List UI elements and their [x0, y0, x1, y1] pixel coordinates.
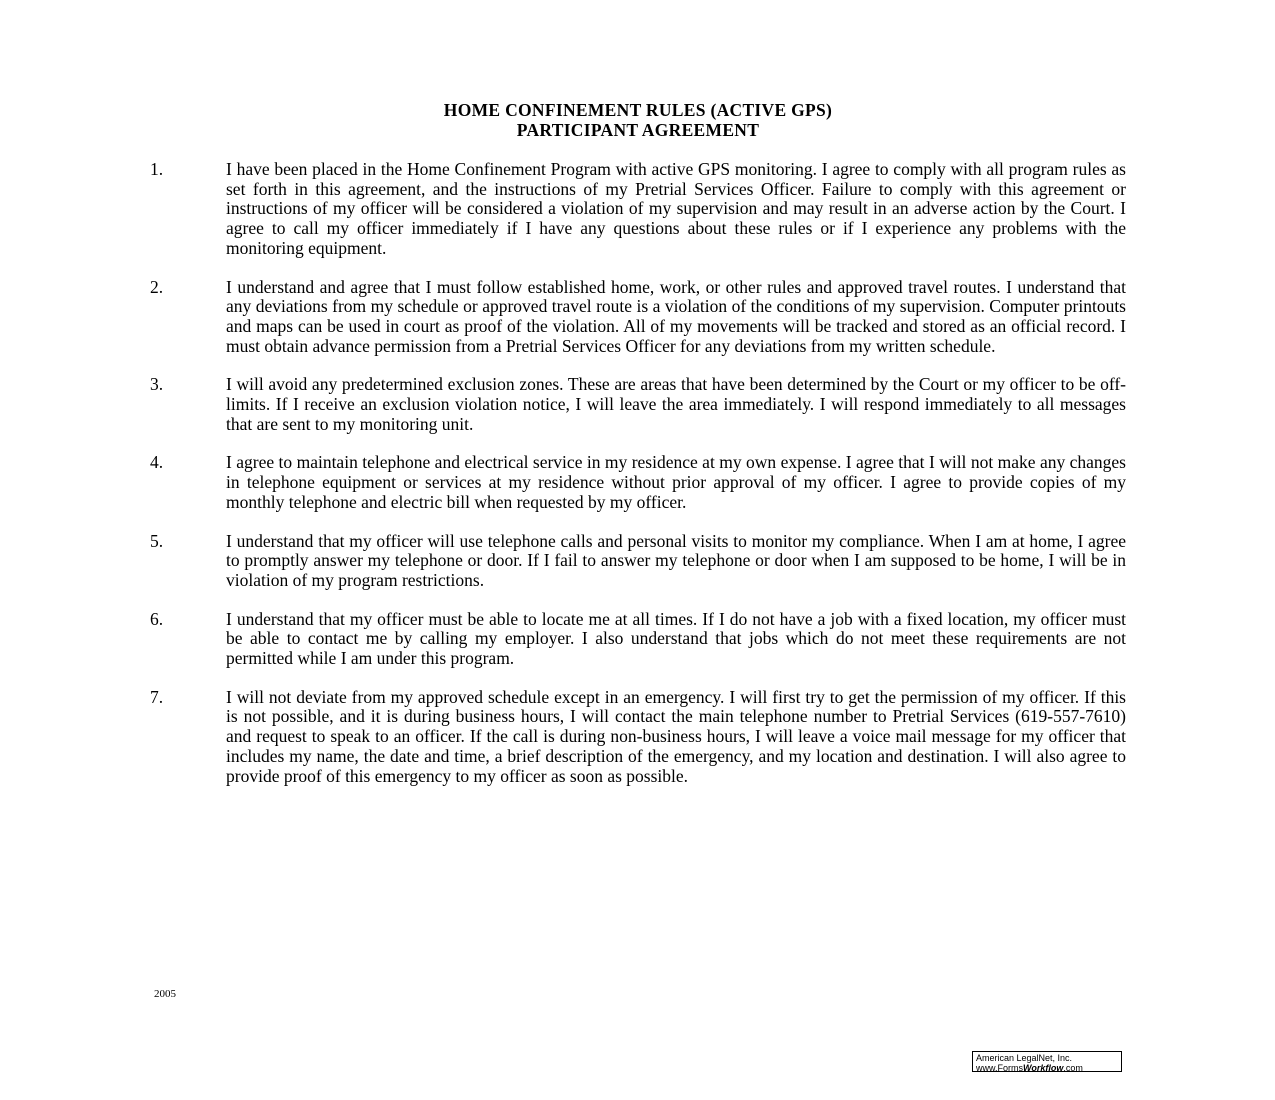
rule-number: 4.	[150, 452, 164, 473]
rule-number: 3.	[150, 374, 164, 395]
rule-number: 5.	[150, 530, 164, 551]
rule-text: I will not deviate from my approved schedule except in an emergency. I will first try to get the permission of my officer. If this is not possible, and it is during business hours, I will contact the main telephone number to Pretrial Services (619-557-7610) and request to speak to an officer. If the call is during non-business hours, I will leave a voice mail message for my officer that includes my name, the date and time, a brief description of the emergency, and my location and destination. I will also agree to provide proof of this emergency to my officer as soon as possible.	[226, 686, 1126, 786]
rule-text: I have been placed in the Home Confinement Program with active GPS monitoring. I agree to comply with all program rules as set forth in this agreement, and the instructions of my Pretrial Services Officer. Failure to comply with this agreement or instructions of my officer will be considered a violation of my supervision and may result in an adverse action by the Court. I agree to call my officer immediately if I have any questions about these rules or if I experience any problems with the monitoring equipment.	[226, 159, 1126, 258]
stamp-company: American LegalNet, Inc.	[976, 1053, 1073, 1063]
rule-item	[150, 278, 1126, 357]
rule-number: 1.	[150, 159, 164, 179]
rule-text: I understand that my officer must be able to locate me at all times. If I do not have a job with a fixed location, my officer must be able to contact me by calling my employer. I also understand that jobs which do not meet these requirements are not permitted while I am under this program.	[226, 608, 1126, 669]
document-title	[150, 100, 1126, 140]
rule-item	[150, 610, 1126, 669]
title-line-1: HOME CONFINEMENT RULES (ACTIVE GPS)	[443, 100, 833, 120]
rule-item	[150, 688, 1126, 787]
stamp-website-suffix: .com	[1063, 1063, 1083, 1073]
rule-text: I understand that my officer will use telephone calls and personal visits to monitor my compliance. When I am at home, I agree to promptly answer my telephone or door. If I fail to answer my telephone or door when I am supposed to be home, I will be in violation of my program restrictions.	[226, 530, 1126, 590]
stamp-website	[976, 1063, 1121, 1073]
title-line-2: PARTICIPANT AGREEMENT	[516, 120, 760, 140]
stamp-website-italic: Workflow	[1023, 1063, 1064, 1073]
rule-item	[150, 160, 1126, 259]
stamp-website-prefix: www.Forms	[976, 1063, 1023, 1073]
rule-number: 6.	[150, 608, 164, 629]
rule-item	[150, 375, 1126, 434]
rule-number: 7.	[150, 686, 164, 707]
rule-text: I will avoid any predetermined exclusion zones. These are areas that have been determined by the Court or my officer to be off-limits. If I receive an exclusion violation notice, I will leave the area immediately. I will respond immediately to all messages that are sent to my monitoring unit.	[226, 374, 1126, 434]
legalnet-stamp	[972, 1051, 1122, 1072]
rule-item	[150, 453, 1126, 512]
rule-text: I understand and agree that I must follow established home, work, or other rules and approved travel routes. I understand that any deviations from my schedule or approved travel route is a violation of the conditions of my supervision. Computer printouts and maps can be used in court as proof of the violation. All of my movements will be tracked and stored as an official record. I must obtain advance permission from a Pretrial Services Officer for any deviations from my written schedule.	[226, 276, 1126, 356]
rules-list	[150, 160, 1126, 805]
rule-number: 2.	[150, 276, 164, 297]
rule-item	[150, 532, 1126, 591]
rule-text: I agree to maintain telephone and electrical service in my residence at my own expense. I agree that I will not make any changes in telephone equipment or services at my residence without prior approval of my officer. I agree to provide copies of my monthly telephone and electric bill when requested by my officer.	[226, 452, 1126, 512]
footer-year: 2005	[154, 988, 176, 1000]
